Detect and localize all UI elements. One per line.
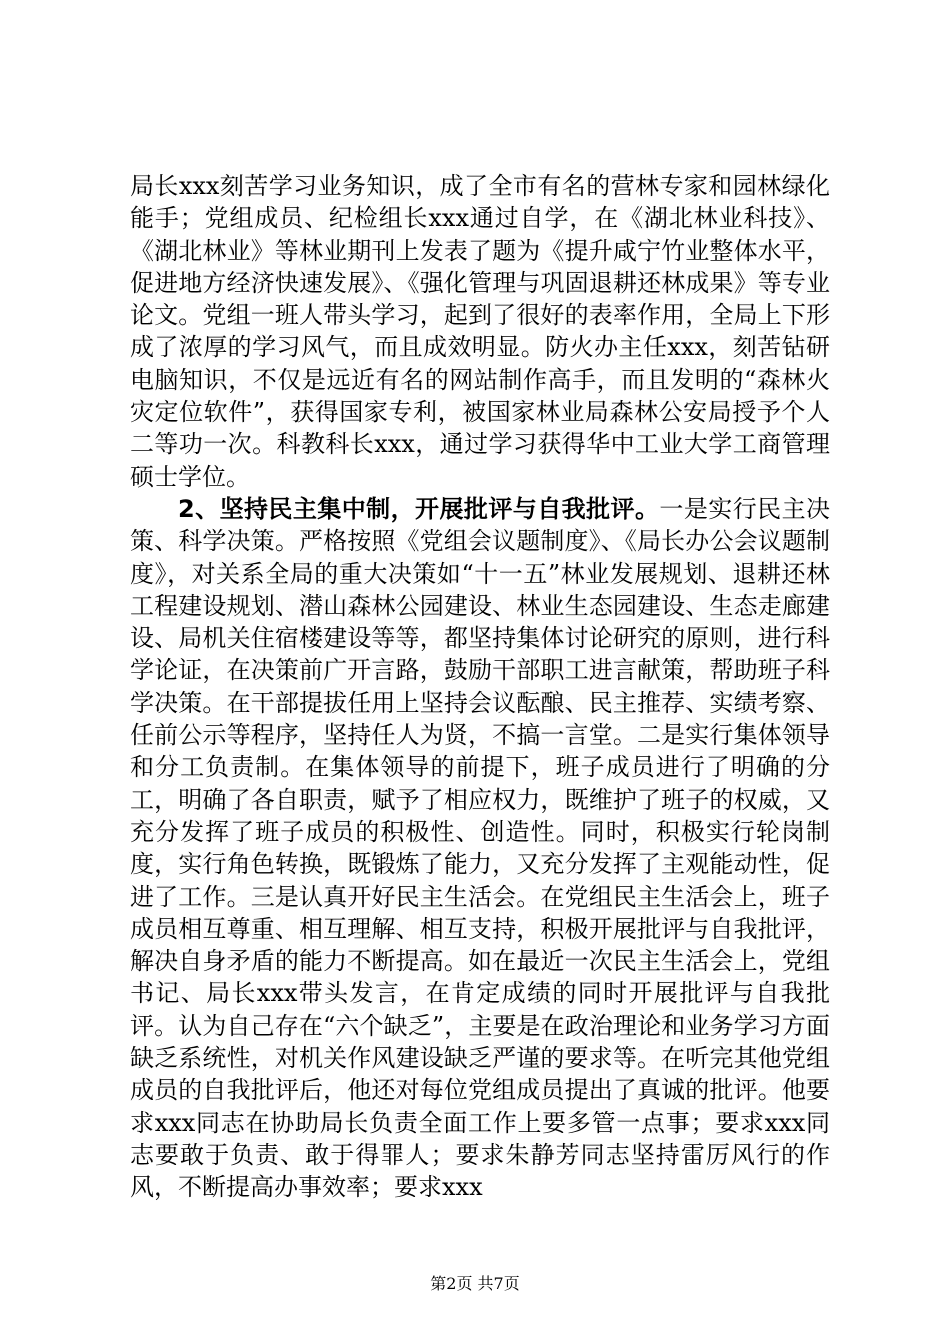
paragraph-2-body: 一是实行民主决策、科学决策。严格按照《党组会议题制度》、《局长办公会议题制度》，对关系全局的重大决策如“十一五”林业发展规划、退耕还林工程建设规划、潜山森林公园建设、林业生态园建设、生态走廊建设、局机关住宿楼建设等等，都坚持集体讨论研究的原则，进行科学论证，在决策前广开言路，鼓励干部职工进言献策，帮助班子科学决策。在干部提拔任用上坚持会议酝酿、民主推荐、实绩考察、任前公示等程序，坚持任人为贤，不搞一言堂。二是实行集体领导和分工负责制。在集体领导的前提下，班子成员进行了明确的分工，明确了各自职责，赋予了相应权力，既维护了班子的权威，又充分发挥了班子成员的积极性、创造性。同时，积极实行轮岗制度，实行角色转换，既锻炼了能力，又充分发挥了主观能动性，促进了工作。三是认真开好民主生活会。在党组民主生活会上，班子成员相互尊重、相互理解、相互支持，积极开展批评与自我批评，解决自身矛盾的能力不断提高。如在最近一次民主生活会上，党组书记、局长xxx带头发言，在肯定成绩的同时开展批评与自我批评。认为自己存在“六个缺乏”，主要是在政治理论和业务学习方面缺乏系统性，对机关作风建设缺乏严谨的要求等。在听完其他党组成员的自我批评后，他还对每位党组成员提出了真诚的批评。他要求xxx同志在协助局长负责全面工作上要多管一点事；要求xxx同志要敢于负责、敢于得罪人；要求朱静芳同志坚持雷厉风行的作风，不断提高办事效率；要求xxx [130, 494, 830, 1202]
page-footer: 第2页 共7页 [430, 1274, 520, 1293]
paragraph-1: 局长xxx刻苦学习业务知识，成了全市有名的营林专家和园林绿化能手；党组成员、纪检组长xxx通过自学，在《湖北林业科技》、《湖北林业》等林业期刊上发表了题为《提升咸宁竹业整体水平，促进地方经济快速发展》、《强化管理与巩固退耕还林成果》等专业论文。党组一班人带头学习，起到了很好的表率作用，全局上下形成了浓厚的学习风气，而且成效明显。防火办主任xxx，刻苦钻研电脑知识，不仅是远近有名的网站制作高手，而且发明的“森林火灾定位软件”，获得国家专利，被国家林业局森林公安局授予个人二等功一次。科教科长xxx，通过学习获得华中工业大学工商管理硕士学位。 [130, 172, 830, 491]
paragraph-2 [130, 493, 830, 1204]
section-heading: 2、坚持民主集中制，开展批评与自我批评。 [178, 494, 660, 523]
document-body [130, 170, 830, 1204]
